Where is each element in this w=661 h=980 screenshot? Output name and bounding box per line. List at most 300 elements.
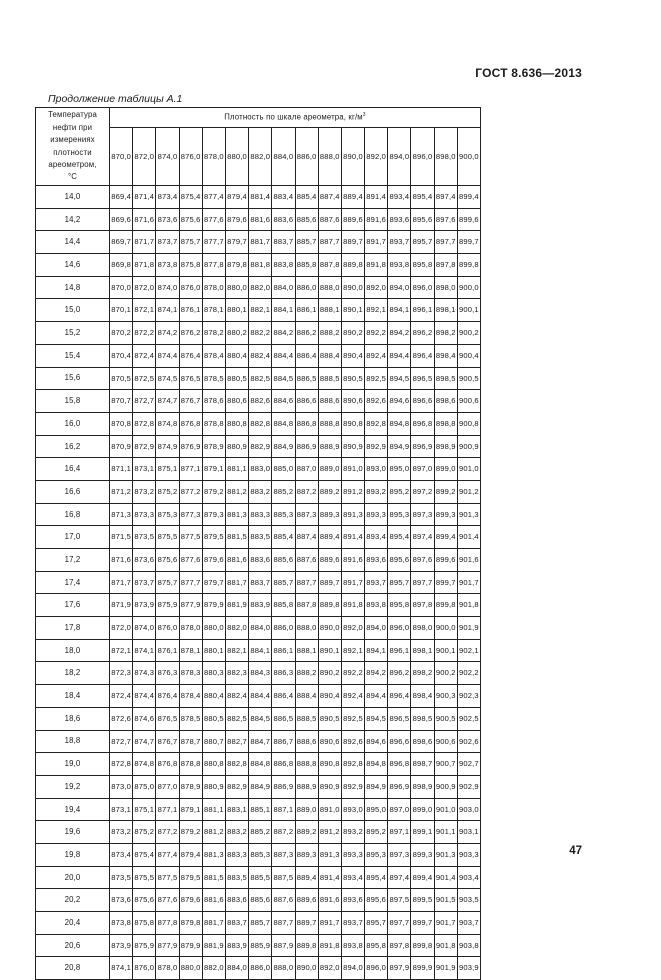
density-value-cell: 893,4 xyxy=(365,526,388,549)
density-value-cell: 895,7 xyxy=(411,231,434,254)
density-value-cell: 899,0 xyxy=(434,458,457,481)
density-value-cell: 876,8 xyxy=(179,412,202,435)
density-value-cell: 875,7 xyxy=(156,571,179,594)
table-row xyxy=(36,276,481,299)
density-value-cell: 890,0 xyxy=(318,617,341,640)
density-value-cell: 887,1 xyxy=(272,798,295,821)
density-value-cell: 878,9 xyxy=(202,435,225,458)
density-value-cell: 896,9 xyxy=(388,775,411,798)
density-value-cell: 879,9 xyxy=(179,934,202,957)
density-value-cell: 886,1 xyxy=(295,299,318,322)
density-value-cell: 870,8 xyxy=(110,412,133,435)
density-value-cell: 900,2 xyxy=(434,662,457,685)
density-value-cell: 886,5 xyxy=(295,367,318,390)
density-value-cell: 881,6 xyxy=(249,208,272,231)
density-value-cell: 873,8 xyxy=(156,254,179,277)
temperature-cell: 15,0 xyxy=(36,299,110,322)
density-value-cell: 886,2 xyxy=(295,322,318,345)
density-value-cell: 901,4 xyxy=(434,866,457,889)
density-value-cell: 887,9 xyxy=(272,934,295,957)
density-value-cell: 901,8 xyxy=(457,594,480,617)
density-value-cell: 888,5 xyxy=(295,707,318,730)
density-value-cell: 890,4 xyxy=(318,685,341,708)
density-value-cell: 896,6 xyxy=(388,730,411,753)
density-value-cell: 897,4 xyxy=(434,186,457,209)
density-value-cell: 891,3 xyxy=(341,503,364,526)
density-value-cell: 899,7 xyxy=(434,571,457,594)
density-value-cell: 880,6 xyxy=(225,390,248,413)
density-value-cell: 874,8 xyxy=(133,753,156,776)
density-value-cell: 894,4 xyxy=(388,344,411,367)
density-value-cell: 891,8 xyxy=(318,934,341,957)
density-value-cell: 873,9 xyxy=(110,934,133,957)
temperature-header-line: измерениях xyxy=(50,135,95,145)
density-value-cell: 872,8 xyxy=(110,753,133,776)
density-value-cell: 885,6 xyxy=(295,208,318,231)
density-value-cell: 898,8 xyxy=(434,412,457,435)
density-value-cell: 895,6 xyxy=(365,889,388,912)
density-value-cell: 875,5 xyxy=(133,866,156,889)
density-value-cell: 872,0 xyxy=(133,276,156,299)
density-value-cell: 890,1 xyxy=(318,639,341,662)
density-value-cell: 898,0 xyxy=(411,617,434,640)
density-value-cell: 884,7 xyxy=(249,730,272,753)
density-value-cell: 894,0 xyxy=(365,617,388,640)
density-value-cell: 894,4 xyxy=(365,685,388,708)
density-value-cell: 875,8 xyxy=(179,254,202,277)
density-value-cell: 877,6 xyxy=(202,208,225,231)
density-value-cell: 893,8 xyxy=(388,254,411,277)
density-value-cell: 892,1 xyxy=(341,639,364,662)
density-value-cell: 891,6 xyxy=(365,208,388,231)
density-value-cell: 885,0 xyxy=(272,458,295,481)
density-value-cell: 871,6 xyxy=(133,208,156,231)
density-value-cell: 898,0 xyxy=(434,276,457,299)
density-column-header: 896,0 xyxy=(411,128,434,186)
temperature-cell: 17,0 xyxy=(36,526,110,549)
density-value-cell: 875,5 xyxy=(156,526,179,549)
density-value-cell: 892,4 xyxy=(341,685,364,708)
density-value-cell: 890,9 xyxy=(341,435,364,458)
temperature-cell: 16,8 xyxy=(36,503,110,526)
density-value-cell: 883,2 xyxy=(225,821,248,844)
density-value-cell: 886,1 xyxy=(272,639,295,662)
density-value-cell: 898,5 xyxy=(411,707,434,730)
density-value-cell: 893,7 xyxy=(365,571,388,594)
density-value-cell: 876,1 xyxy=(179,299,202,322)
temperature-cell: 16,6 xyxy=(36,480,110,503)
density-value-cell: 897,5 xyxy=(388,889,411,912)
density-value-cell: 900,2 xyxy=(457,322,480,345)
density-value-cell: 885,8 xyxy=(295,254,318,277)
density-value-cell: 899,1 xyxy=(411,821,434,844)
density-value-cell: 875,3 xyxy=(156,503,179,526)
density-value-cell: 882,4 xyxy=(249,344,272,367)
density-value-cell: 882,0 xyxy=(225,617,248,640)
density-value-cell: 898,2 xyxy=(434,322,457,345)
density-value-cell: 872,9 xyxy=(133,435,156,458)
density-value-cell: 897,1 xyxy=(388,821,411,844)
density-value-cell: 873,4 xyxy=(110,843,133,866)
density-value-cell: 886,5 xyxy=(272,707,295,730)
density-value-cell: 880,9 xyxy=(202,775,225,798)
density-value-cell: 892,0 xyxy=(365,276,388,299)
density-value-cell: 901,1 xyxy=(434,821,457,844)
density-value-cell: 903,5 xyxy=(457,889,480,912)
density-value-cell: 877,3 xyxy=(179,503,202,526)
density-value-cell: 889,0 xyxy=(318,458,341,481)
density-value-cell: 881,9 xyxy=(225,594,248,617)
density-value-cell: 872,5 xyxy=(133,367,156,390)
density-value-cell: 891,8 xyxy=(341,594,364,617)
density-value-cell: 883,8 xyxy=(272,254,295,277)
density-value-cell: 889,6 xyxy=(341,208,364,231)
density-value-cell: 883,9 xyxy=(225,934,248,957)
density-value-cell: 872,0 xyxy=(110,617,133,640)
density-value-cell: 871,3 xyxy=(110,503,133,526)
density-value-cell: 881,7 xyxy=(249,231,272,254)
density-value-cell: 887,7 xyxy=(318,231,341,254)
density-value-cell: 886,9 xyxy=(272,775,295,798)
density-value-cell: 882,8 xyxy=(249,412,272,435)
density-value-cell: 874,5 xyxy=(156,367,179,390)
density-value-cell: 877,7 xyxy=(179,571,202,594)
density-value-cell: 873,2 xyxy=(133,480,156,503)
table-row xyxy=(36,186,481,209)
density-value-cell: 896,4 xyxy=(388,685,411,708)
density-value-cell: 886,4 xyxy=(272,685,295,708)
density-value-cell: 880,0 xyxy=(202,617,225,640)
density-value-cell: 877,6 xyxy=(179,549,202,572)
density-value-cell: 900,6 xyxy=(434,730,457,753)
density-value-cell: 891,4 xyxy=(318,866,341,889)
density-value-cell: 874,3 xyxy=(133,662,156,685)
density-value-cell: 877,7 xyxy=(202,231,225,254)
density-column-header: 894,0 xyxy=(388,128,411,186)
density-value-cell: 891,8 xyxy=(365,254,388,277)
density-value-cell: 878,5 xyxy=(202,367,225,390)
density-value-cell: 883,1 xyxy=(225,798,248,821)
density-value-cell: 899,0 xyxy=(411,798,434,821)
density-value-cell: 881,7 xyxy=(225,571,248,594)
density-value-cell: 888,0 xyxy=(272,957,295,980)
density-value-cell: 873,7 xyxy=(156,231,179,254)
density-value-cell: 873,4 xyxy=(156,186,179,209)
density-value-cell: 900,5 xyxy=(457,367,480,390)
density-value-cell: 880,4 xyxy=(202,685,225,708)
density-value-cell: 875,9 xyxy=(156,594,179,617)
density-value-cell: 882,2 xyxy=(249,322,272,345)
temperature-header-line: °C xyxy=(67,172,78,182)
density-value-cell: 875,1 xyxy=(133,798,156,821)
density-value-cell: 881,5 xyxy=(202,866,225,889)
density-value-cell: 896,5 xyxy=(388,707,411,730)
temperature-cell: 19,4 xyxy=(36,798,110,821)
density-value-cell: 895,3 xyxy=(388,503,411,526)
density-value-cell: 876,0 xyxy=(133,957,156,980)
density-value-cell: 882,8 xyxy=(225,753,248,776)
density-value-cell: 893,4 xyxy=(341,866,364,889)
density-value-cell: 889,7 xyxy=(295,912,318,935)
density-value-cell: 898,2 xyxy=(411,662,434,685)
table-row xyxy=(36,617,481,640)
density-value-cell: 891,6 xyxy=(341,549,364,572)
density-value-cell: 899,8 xyxy=(411,934,434,957)
density-value-cell: 887,8 xyxy=(318,254,341,277)
density-value-cell: 897,7 xyxy=(388,912,411,935)
density-table-container xyxy=(35,107,481,980)
density-value-cell: 873,1 xyxy=(133,458,156,481)
density-value-cell: 880,5 xyxy=(225,367,248,390)
density-value-cell: 902,6 xyxy=(457,730,480,753)
temperature-cell: 17,8 xyxy=(36,617,110,640)
density-value-cell: 889,8 xyxy=(295,934,318,957)
density-value-cell: 890,5 xyxy=(341,367,364,390)
density-value-cell: 883,7 xyxy=(249,571,272,594)
density-value-cell: 874,6 xyxy=(133,707,156,730)
density-value-cell: 888,2 xyxy=(295,662,318,685)
density-value-cell: 895,7 xyxy=(388,571,411,594)
density-value-cell: 880,7 xyxy=(202,730,225,753)
density-value-cell: 899,9 xyxy=(411,957,434,980)
density-value-cell: 871,8 xyxy=(133,254,156,277)
density-column-header: 890,0 xyxy=(341,128,364,186)
density-value-cell: 899,6 xyxy=(457,208,480,231)
density-value-cell: 878,1 xyxy=(202,299,225,322)
density-value-cell: 876,0 xyxy=(156,617,179,640)
temperature-cell: 15,6 xyxy=(36,367,110,390)
density-value-cell: 872,7 xyxy=(133,390,156,413)
density-value-cell: 897,6 xyxy=(411,549,434,572)
density-value-cell: 901,7 xyxy=(457,571,480,594)
density-value-cell: 880,5 xyxy=(202,707,225,730)
density-value-cell: 887,2 xyxy=(272,821,295,844)
density-value-cell: 877,5 xyxy=(179,526,202,549)
density-value-cell: 882,1 xyxy=(249,299,272,322)
density-value-cell: 874,4 xyxy=(156,344,179,367)
density-value-cell: 898,4 xyxy=(434,344,457,367)
density-value-cell: 903,3 xyxy=(457,843,480,866)
density-value-cell: 887,3 xyxy=(295,503,318,526)
density-value-cell: 900,8 xyxy=(457,412,480,435)
density-column-header: 876,0 xyxy=(179,128,202,186)
density-value-cell: 895,6 xyxy=(411,208,434,231)
density-value-cell: 896,8 xyxy=(411,412,434,435)
table-row xyxy=(36,299,481,322)
density-unit-superscript: 3 xyxy=(362,112,366,119)
density-value-cell: 874,2 xyxy=(156,322,179,345)
temperature-header-line: плотности xyxy=(53,147,92,157)
density-column-header: 884,0 xyxy=(272,128,295,186)
density-value-cell: 880,0 xyxy=(225,276,248,299)
density-value-cell: 873,7 xyxy=(133,571,156,594)
density-value-cell: 879,6 xyxy=(202,549,225,572)
density-value-cell: 875,8 xyxy=(133,912,156,935)
density-value-cell: 900,6 xyxy=(457,390,480,413)
temperature-cell: 14,6 xyxy=(36,254,110,277)
density-value-cell: 882,5 xyxy=(225,707,248,730)
density-conversion-table xyxy=(35,107,481,980)
density-value-cell: 886,6 xyxy=(295,390,318,413)
density-value-cell: 891,2 xyxy=(341,480,364,503)
density-value-cell: 885,7 xyxy=(249,912,272,935)
density-value-cell: 891,7 xyxy=(318,912,341,935)
table-row xyxy=(36,367,481,390)
density-value-cell: 896,5 xyxy=(411,367,434,390)
temperature-cell: 19,0 xyxy=(36,753,110,776)
density-value-cell: 880,3 xyxy=(202,662,225,685)
density-value-cell: 903,7 xyxy=(457,912,480,935)
density-value-cell: 873,6 xyxy=(156,208,179,231)
density-value-cell: 884,2 xyxy=(272,322,295,345)
density-value-cell: 879,4 xyxy=(225,186,248,209)
density-value-cell: 893,3 xyxy=(365,503,388,526)
density-value-cell: 885,7 xyxy=(295,231,318,254)
table-row xyxy=(36,412,481,435)
temperature-cell: 16,4 xyxy=(36,458,110,481)
density-value-cell: 871,7 xyxy=(110,571,133,594)
density-value-cell: 893,6 xyxy=(341,889,364,912)
density-value-cell: 892,8 xyxy=(365,412,388,435)
density-value-cell: 872,1 xyxy=(110,639,133,662)
table-row xyxy=(36,821,481,844)
density-value-cell: 880,0 xyxy=(179,957,202,980)
table-row xyxy=(36,254,481,277)
density-value-cell: 890,8 xyxy=(341,412,364,435)
density-value-cell: 895,8 xyxy=(388,594,411,617)
density-value-cell: 901,9 xyxy=(434,957,457,980)
density-value-cell: 879,3 xyxy=(202,503,225,526)
temperature-cell: 20,6 xyxy=(36,934,110,957)
temperature-cell: 14,0 xyxy=(36,186,110,209)
density-value-cell: 886,0 xyxy=(295,276,318,299)
density-value-cell: 879,5 xyxy=(179,866,202,889)
density-value-cell: 901,5 xyxy=(434,889,457,912)
table-row xyxy=(36,912,481,935)
density-value-cell: 881,2 xyxy=(202,821,225,844)
density-column-header: 892,0 xyxy=(365,128,388,186)
density-value-cell: 887,0 xyxy=(295,458,318,481)
density-value-cell: 902,1 xyxy=(457,639,480,662)
density-value-cell: 876,7 xyxy=(179,390,202,413)
density-value-cell: 872,4 xyxy=(110,685,133,708)
density-value-cell: 900,9 xyxy=(457,435,480,458)
density-value-cell: 887,3 xyxy=(272,843,295,866)
density-value-cell: 899,3 xyxy=(434,503,457,526)
density-value-cell: 897,0 xyxy=(388,798,411,821)
density-value-cell: 875,6 xyxy=(133,889,156,912)
density-value-cell: 879,1 xyxy=(202,458,225,481)
density-value-cell: 896,8 xyxy=(388,753,411,776)
density-value-cell: 897,9 xyxy=(388,957,411,980)
density-value-cell: 877,8 xyxy=(156,912,179,935)
density-value-cell: 899,5 xyxy=(411,889,434,912)
density-value-cell: 895,7 xyxy=(365,912,388,935)
temperature-cell: 20,0 xyxy=(36,866,110,889)
density-value-cell: 892,6 xyxy=(365,390,388,413)
density-value-cell: 890,1 xyxy=(341,299,364,322)
density-value-cell: 878,2 xyxy=(202,322,225,345)
density-value-cell: 885,2 xyxy=(249,821,272,844)
density-value-cell: 882,1 xyxy=(225,639,248,662)
density-value-cell: 900,1 xyxy=(434,639,457,662)
density-value-cell: 884,1 xyxy=(272,299,295,322)
density-value-cell: 896,2 xyxy=(411,322,434,345)
density-value-cell: 872,6 xyxy=(110,707,133,730)
density-value-cell: 893,4 xyxy=(388,186,411,209)
table-row xyxy=(36,231,481,254)
density-value-cell: 869,8 xyxy=(110,254,133,277)
density-value-cell: 887,7 xyxy=(295,571,318,594)
density-value-cell: 881,8 xyxy=(249,254,272,277)
density-value-cell: 901,0 xyxy=(457,458,480,481)
table-row xyxy=(36,889,481,912)
table-row xyxy=(36,798,481,821)
density-value-cell: 896,2 xyxy=(388,662,411,685)
density-value-cell: 880,2 xyxy=(225,322,248,345)
density-value-cell: 896,0 xyxy=(411,276,434,299)
density-value-cell: 878,1 xyxy=(179,639,202,662)
density-value-cell: 876,4 xyxy=(156,685,179,708)
density-value-cell: 889,8 xyxy=(341,254,364,277)
density-value-cell: 888,8 xyxy=(318,412,341,435)
density-value-cell: 899,4 xyxy=(411,866,434,889)
density-value-cell: 878,5 xyxy=(179,707,202,730)
density-value-cell: 878,3 xyxy=(179,662,202,685)
density-value-cell: 891,7 xyxy=(365,231,388,254)
density-value-cell: 875,4 xyxy=(133,843,156,866)
density-value-cell: 877,6 xyxy=(156,889,179,912)
density-value-cell: 901,3 xyxy=(457,503,480,526)
density-value-cell: 875,6 xyxy=(156,549,179,572)
density-value-cell: 882,4 xyxy=(225,685,248,708)
density-value-cell: 899,6 xyxy=(434,549,457,572)
density-value-cell: 900,9 xyxy=(434,775,457,798)
table-row xyxy=(36,571,481,594)
density-value-cell: 877,8 xyxy=(202,254,225,277)
density-value-cell: 871,2 xyxy=(110,480,133,503)
density-value-cell: 876,9 xyxy=(179,435,202,458)
density-value-cell: 884,6 xyxy=(272,390,295,413)
density-value-cell: 870,5 xyxy=(110,367,133,390)
density-value-cell: 894,1 xyxy=(365,639,388,662)
table-row xyxy=(36,322,481,345)
density-column-header: 888,0 xyxy=(318,128,341,186)
density-value-cell: 896,0 xyxy=(365,957,388,980)
density-value-cell: 879,6 xyxy=(225,208,248,231)
density-value-cell: 889,4 xyxy=(295,866,318,889)
density-value-cell: 880,9 xyxy=(225,435,248,458)
density-value-cell: 876,2 xyxy=(179,322,202,345)
density-value-cell: 878,8 xyxy=(202,412,225,435)
density-value-cell: 884,8 xyxy=(272,412,295,435)
table-row xyxy=(36,435,481,458)
density-value-cell: 901,9 xyxy=(457,617,480,640)
density-value-cell: 891,7 xyxy=(341,571,364,594)
density-value-cell: 895,2 xyxy=(365,821,388,844)
density-value-cell: 895,4 xyxy=(388,526,411,549)
density-value-cell: 889,3 xyxy=(295,843,318,866)
temperature-cell: 18,8 xyxy=(36,730,110,753)
density-value-cell: 886,4 xyxy=(295,344,318,367)
density-value-cell: 883,4 xyxy=(272,186,295,209)
density-value-cell: 873,0 xyxy=(110,775,133,798)
density-value-cell: 883,7 xyxy=(272,231,295,254)
density-value-cell: 880,4 xyxy=(225,344,248,367)
density-value-cell: 897,8 xyxy=(434,254,457,277)
density-value-cell: 898,6 xyxy=(411,730,434,753)
density-value-cell: 894,9 xyxy=(388,435,411,458)
